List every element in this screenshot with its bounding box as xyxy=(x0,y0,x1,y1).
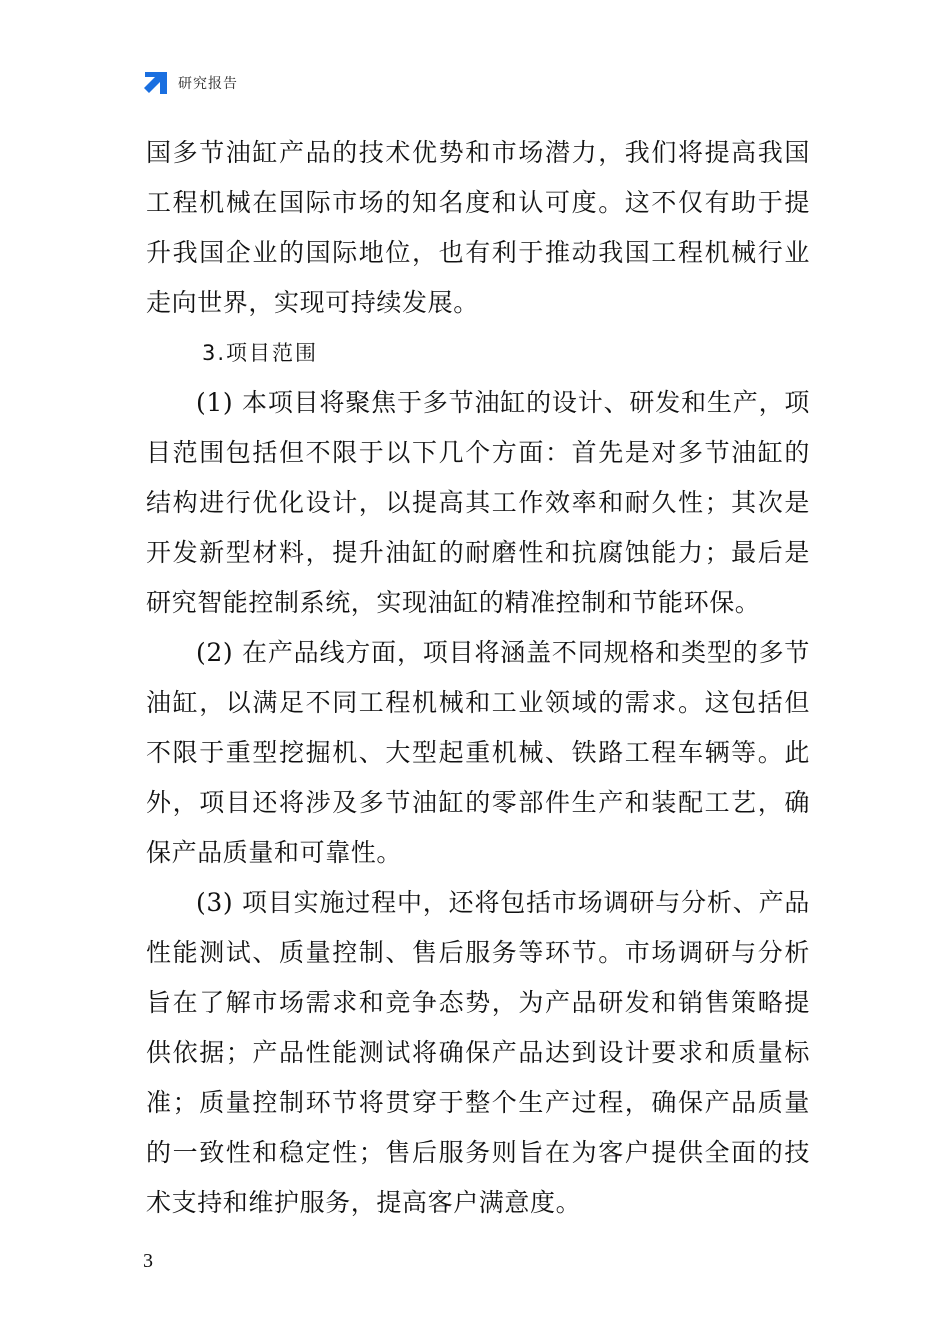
header-title: 研究报告 xyxy=(178,76,238,92)
page-number: 3 xyxy=(143,1250,153,1272)
paragraph-scope-3: (3) 项目实施过程中，还将包括市场调研与分析、产品性能测试、质量控制、售后服务等环节。市场调研与分析旨在了解市场需求和竞争态势，为产品研发和销售策略提供依据；产品性能测试将确保产品达到设计要求和质量标准；质量控制环节将贯穿于整个生产过程，确保产品质量的一致性和稳定性；售后服务则旨在为客户提供全面的技术支持和维护服务，提高客户满意度。 xyxy=(146,888,810,1217)
paragraph-continuation: 国多节油缸产品的技术优势和市场潜力，我们将提高我国工程机械在国际市场的知名度和认可度。这不仅有助于提升我国企业的国际地位，也有利于推动我国工程机械行业走向世界，实现可持续发展。 xyxy=(146,138,810,317)
paragraph-scope-2: (2) 在产品线方面，项目将涵盖不同规格和类型的多节油缸，以满足不同工程机械和工业领域的需求。这包括但不限于重型挖掘机、大型起重机械、铁路工程车辆等。此外，项目还将涉及多节油缸的零部件生产和装配工艺，确保产品质量和可靠性。 xyxy=(146,638,810,867)
report-header xyxy=(143,70,238,96)
document-body xyxy=(146,128,810,1228)
arrow-up-right-icon xyxy=(143,70,169,96)
paragraph-scope-1: (1) 本项目将聚焦于多节油缸的设计、研发和生产，项目范围包括但不限于以下几个方面：首先是对多节油缸的结构进行优化设计，以提高其工作效率和耐久性；其次是开发新型材料，提升油缸的耐磨性和抗腐蚀能力；最后是研究智能控制系统，实现油缸的精准控制和节能环保。 xyxy=(146,388,810,617)
section-heading: 3.项目范围 xyxy=(202,341,319,365)
